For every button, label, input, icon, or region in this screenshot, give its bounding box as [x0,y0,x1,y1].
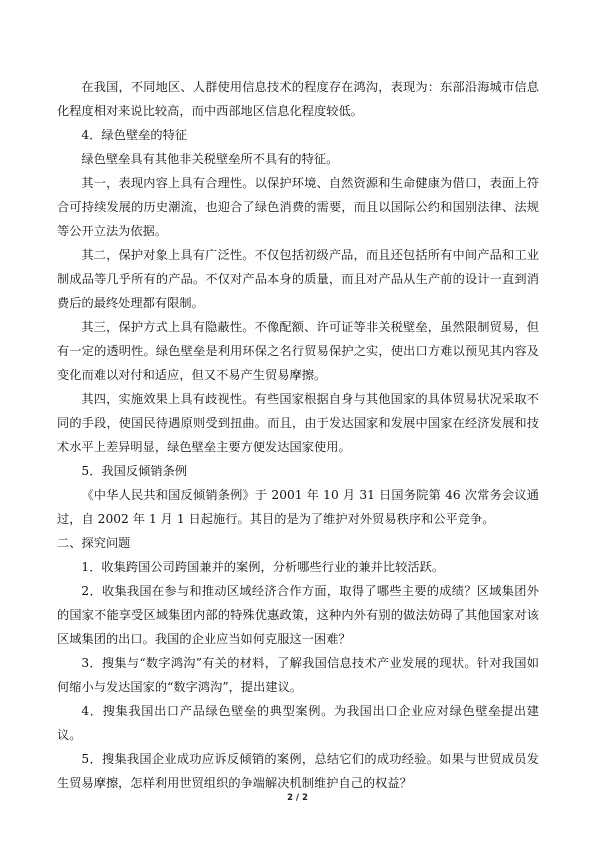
paragraph-feature-two: 其二，保护对象上具有广泛性。不仅包括初级产品，而且还包括所有中间产品和工业制成品等几乎所有的产品。不仅对产品本身的质量，而且对产品从生产前的设计一直到消费后的最终处理都有限制。 [57,248,539,310]
page-number: 2 / 2 [287,793,308,803]
question-2: 2．收集我国在参与和推动区域经济合作方面，取得了哪些主要的成绩？区域集团外的国家不能享受区域集团内部的特殊优惠政策，这种内外有别的做法妨碍了其他国家对该区域集团的出口。我国的企业应当如何克服这一困难？ [57,584,539,646]
question-1: 1．收集跨国公司跨国兼并的案例，分析哪些行业的兼并比较活跃。 [81,560,445,574]
question-4: 4．搜集我国出口产品绿色壁垒的典型案例。为我国出口企业应对绿色壁垒提出建议。 [57,704,539,742]
paragraph-feature-one: 其一，表现内容上具有合理性。以保护环境、自然资源和生命健康为借口，表面上符合可持续发展的历史潮流，也迎合了绿色消费的需要，而且以国际公约和国别法律、法规等公开立法为依据。 [57,176,539,238]
paragraph-feature-four: 其四，实施效果上具有歧视性。有些国家根据自身与其他国家的具体贸易状况采取不同的手段，使国民待遇原则受到扭曲。而且，由于发达国家和发展中国家在经济发展和技术水平上差异明显，绿色壁垒主要方便发达国家使用。 [57,392,539,454]
question-3: 3．搜集与“数字鸿沟”有关的材料，了解我国信息技术产业发展的现状。针对我国如何缩小与发达国家的“数字鸿沟”，提出建议。 [57,656,539,694]
paragraph-green-barrier-intro: 绿色壁垒具有其他非关税壁垒所不具有的特征。 [81,152,339,166]
heading-inquiry-questions: 二、探究问题 [57,536,131,550]
question-5: 5．搜集我国企业成功应诉反倾销的案例，总结它们的成功经验。如果与世贸成员发生贸易摩擦，怎样利用世贸组织的争端解决机制维护自己的权益？ [57,752,539,790]
heading-anti-dumping: 5．我国反倾销条例 [81,464,188,478]
heading-green-barrier-features: 4．绿色壁垒的特征 [81,128,188,142]
document-body [57,75,539,795]
paragraph-digital-divide: 在我国，不同地区、人群使用信息技术的程度存在鸿沟，表现为：东部沿海城市信息化程度相对来说比较高，而中西部地区信息化程度较低。 [57,80,539,118]
paragraph-anti-dumping: 《中华人民共和国反倾销条例》于 2001 年 10 月 31 日国务院第 46 次常务会议通过，自 2002 年 1 月 1 日起施行。其目的是为了维护对外贸易秩序和公平竞争。 [57,488,539,526]
paragraph-feature-three: 其三，保护方式上具有隐蔽性。不像配额、许可证等非关税壁垒，虽然限制贸易，但有一定的透明性。绿色壁垒是利用环保之名行贸易保护之实，使出口方难以预见其内容及变化而难以对付和适应，但又不易产生贸易摩擦。 [57,320,539,382]
